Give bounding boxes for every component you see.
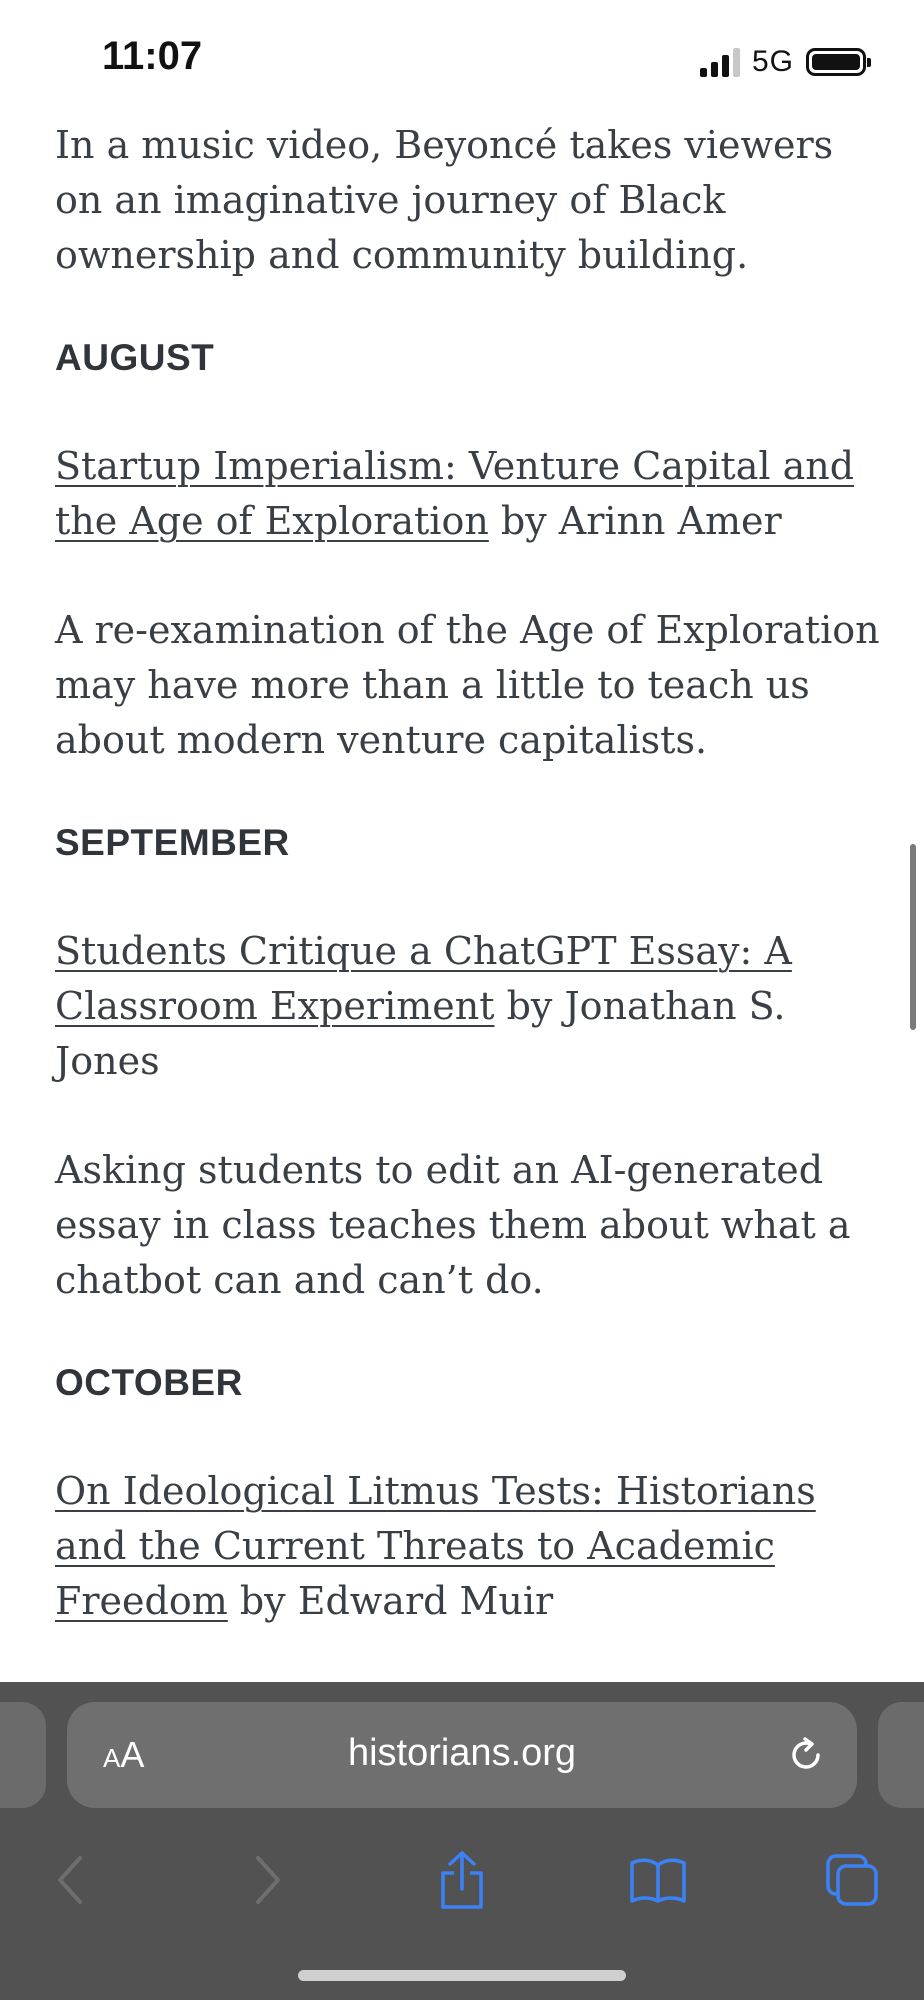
summary-september: Asking students to edit an AI-generated essay in class teaches them about what a chatbot can and can’t do.	[55, 1148, 851, 1302]
month-heading-september: SEPTEMBER	[55, 822, 290, 863]
forward-button[interactable]	[238, 1850, 298, 1910]
share-button[interactable]	[432, 1850, 492, 1910]
address-bar[interactable]	[67, 1702, 857, 1808]
home-indicator[interactable]	[298, 1970, 626, 1981]
next-tab-peek[interactable]	[878, 1702, 924, 1808]
article-link-october[interactable]: On Ideological Litmus Tests: Historians and the Current Threats to Academic Freedom	[55, 1469, 816, 1623]
month-heading-october: OCTOBER	[55, 1362, 243, 1403]
byline-september: by Jonathan S. Jones	[55, 984, 786, 1083]
reload-icon[interactable]	[785, 1734, 827, 1776]
text-size-button[interactable]: AA	[103, 1734, 145, 1775]
tabs-button[interactable]	[822, 1850, 882, 1910]
byline-october: by Edward Muir	[227, 1579, 554, 1623]
summary-august: A re-examination of the Age of Exploration may have more than a little to teach us about modern venture capitalists.	[55, 608, 880, 762]
article-link-august[interactable]: Startup Imperialism: Venture Capital and the Age of Exploration	[55, 444, 855, 543]
tabs-icon	[824, 1852, 880, 1908]
month-heading-august: AUGUST	[55, 337, 215, 378]
chevron-left-icon	[52, 1852, 88, 1908]
intro-summary: In a music video, Beyoncé takes viewers on an imaginative journey of Black ownership and community building.	[55, 123, 834, 277]
article-entry-october	[55, 1464, 885, 1629]
previous-tab-peek[interactable]	[0, 1702, 46, 1808]
status-time: 11:07	[102, 34, 203, 78]
bookmarks-button[interactable]	[628, 1850, 688, 1910]
article-link-september[interactable]: Students Critique a ChatGPT Essay: A Classroom Experiment	[55, 929, 792, 1028]
cellular-signal-icon	[700, 47, 740, 77]
network-type: 5G	[751, 45, 794, 78]
battery-icon	[806, 48, 866, 76]
chevron-right-icon	[250, 1852, 286, 1908]
browser-toolbar	[0, 1682, 924, 2000]
share-icon	[437, 1849, 487, 1911]
article-entry-september	[55, 924, 885, 1089]
status-indicators	[700, 44, 866, 80]
url-text[interactable]: historians.org	[347, 1732, 577, 1774]
back-button[interactable]	[40, 1850, 100, 1910]
article-entry-august	[55, 439, 885, 549]
book-icon	[628, 1855, 688, 1905]
byline-august: by Arinn Amer	[488, 499, 782, 543]
status-bar	[0, 0, 924, 120]
scrollbar[interactable]	[910, 844, 916, 1030]
article-content	[55, 118, 885, 1792]
navigation-row	[0, 1830, 924, 1930]
